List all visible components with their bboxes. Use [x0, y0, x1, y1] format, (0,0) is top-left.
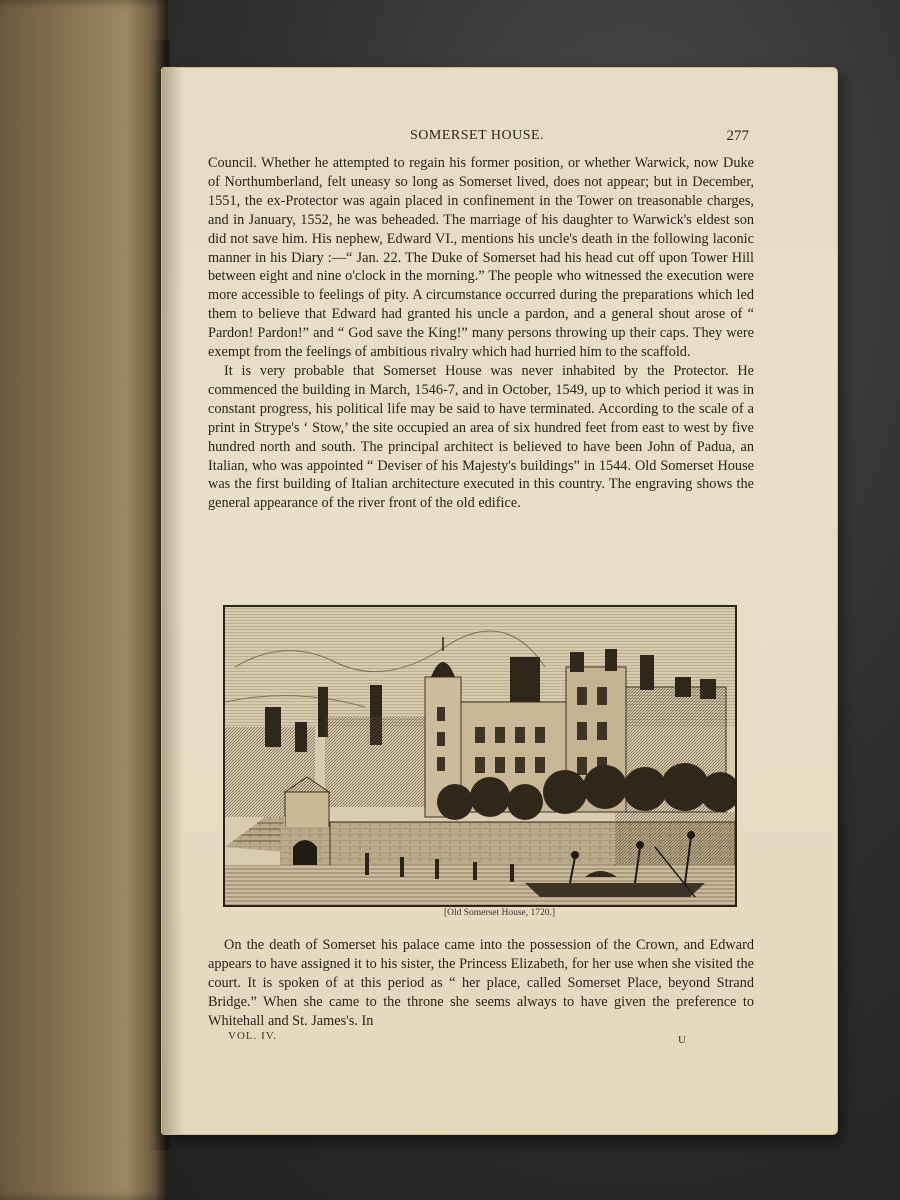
page-title: SOMERSET HOUSE. — [410, 128, 545, 143]
body-text-continued — [208, 936, 754, 1031]
page-number: 277 — [726, 128, 749, 144]
paragraph: Council. Whether he attempted to regain his former position, or whether Warwick, now Duke of Northumberland, felt uneasy so long as Somerset lived, does not appear; but in December, 1551, the ex-Protector was again placed in confinement in the Tower on treasonable charges, and in January, 1552, he was beheaded. The marriage of his daughter to Warwick's eldest son did not save him. His nephew, Edward VI., mentions his uncle's death in the following laconic manner in his Diary :—“ Jan. 22. The Duke of Somerset had his head cut off upon Tower Hill between eight and nine o'clock in the morning.” The people who witnessed the execution were more accessible to feelings of pity. A circumstance occurred during the preparations which led them to believe that Edward had granted his uncle a pardon, and a general shout arose of “ Pardon! Pardon!” and “ God save the King!” many persons throwing up their caps. They were exempt from the feelings of ambitious rivalry which had hurried him to the scaffold. — [208, 155, 754, 361]
paragraph: It is very probable that Somerset House was never inhabited by the Protector. He commenced the building in March, 1546-7, and in October, 1549, up to which period it was in constant progress, his political life may be said to have terminated. According to the scale of a print in Strype's ‘ Stow,’ the site occupied an area of six hundred feet from east to west by five hundred north and south. The principal architect is believed to have been John of Padua, an Italian, who was appointed “ Deviser of his Majesty's buildings” in 1544. Old Somerset House was the first building of Italian architecture executed in this country. The engraving shows the general appearance of the river front of the old edifice. — [208, 362, 754, 512]
paragraph: On the death of Somerset his palace came into the possession of the Crown, and Edward appears to have assigned it to his sister, the Princess Elizabeth, for her use when she visited the court. It is spoken of at this period as “ her place, called Somerset Place, beyond Strand Bridge.” When she came to the throne she seems always to have given the preference to Whitehall and St. James's. In — [208, 937, 754, 1029]
book-page — [162, 68, 837, 1134]
volume-marker: VOL. IV. — [228, 1030, 278, 1042]
signature-mark: U — [678, 1034, 686, 1046]
running-head — [162, 128, 837, 150]
engraving-illustration — [223, 605, 737, 907]
left-page-edge — [0, 0, 168, 1200]
engraving-graphic — [225, 607, 735, 905]
body-text — [208, 154, 754, 513]
figure-caption: [Old Somerset House, 1720.] — [443, 908, 556, 918]
